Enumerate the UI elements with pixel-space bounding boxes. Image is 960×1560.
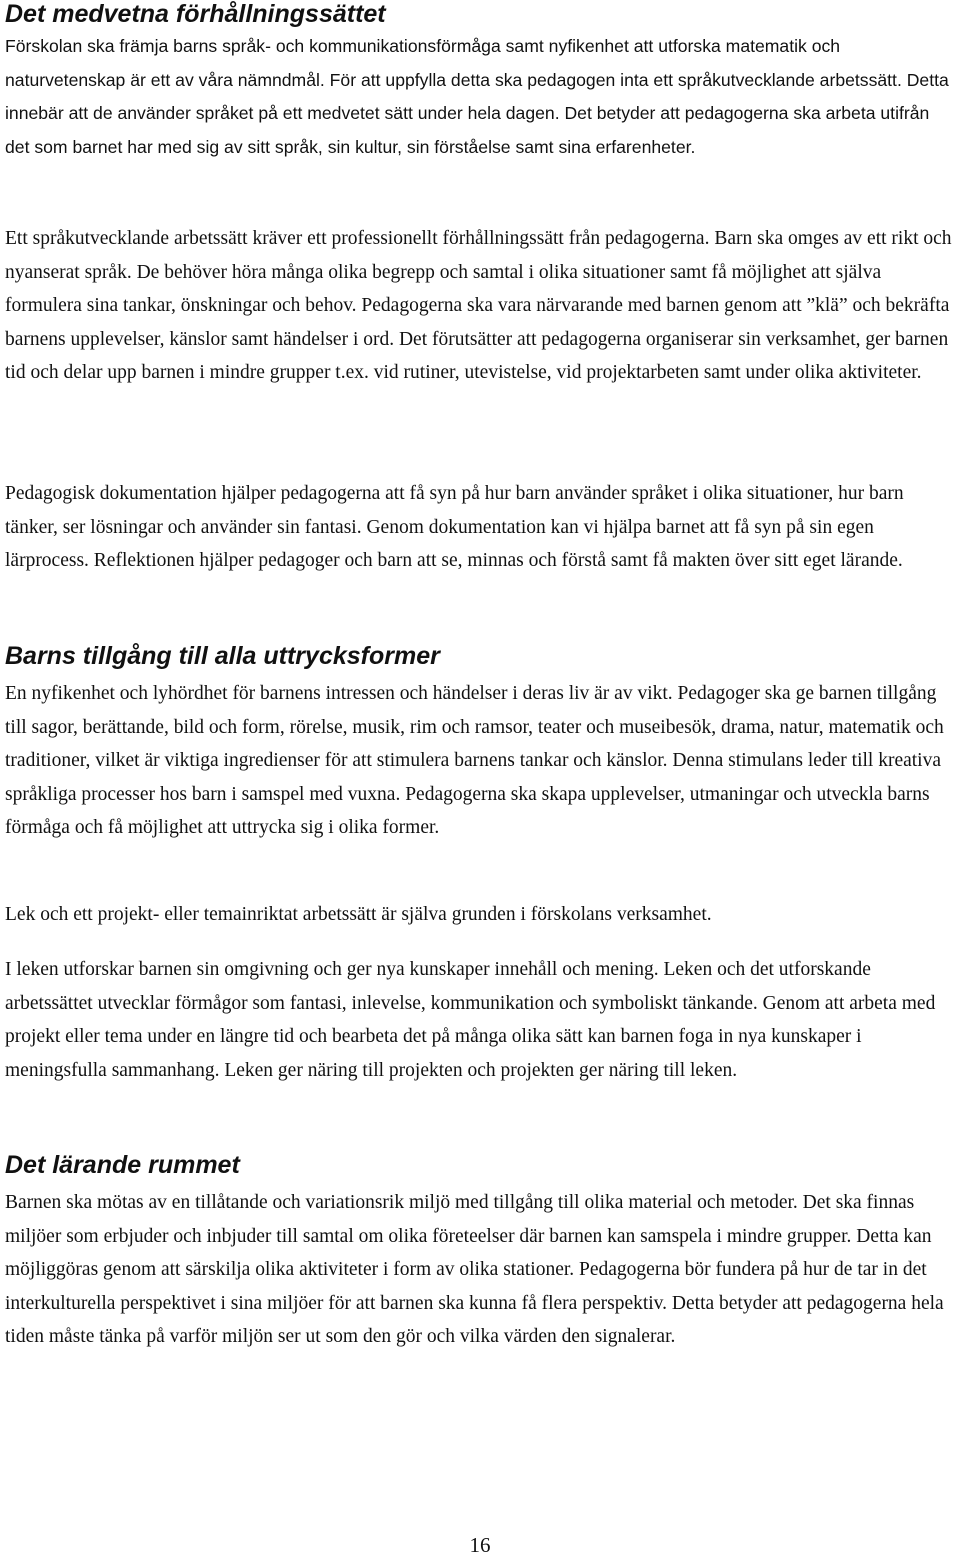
section-heading: Det lärande rummet — [5, 1151, 240, 1179]
paragraph: Ett språkutvecklande arbetssätt kräver ett professionellt förhållningssätt från pedagogerna. Barn ska omges av ett rikt och nyanserat språk. De behöver höra många olika begrepp och samtal i olika situationer samt få möjlighet att själva formulera sina tankar, önskningar och behov. Pedagogerna ska vara närvarande med barnen genom att ”klä” och bekräfta barnens upplevelser, känslor samt händelser i ord. Det förutsätter att pedagogerna organiserar sin verksamhet, ger barnen tid och delar upp barnen i mindre grupper t.ex. vid rutiner, utevistelse, vid projektarbeten samt under olika aktiviteter. — [5, 228, 952, 384]
page-number: 16 — [469, 1533, 491, 1557]
paragraph: Lek och ett projekt- eller temainriktat arbetssätt är själva grunden i förskolans verksamhet. — [5, 904, 712, 925]
section-heading: Barns tillgång till alla uttrycksformer — [5, 642, 440, 670]
paragraph: Förskolan ska främja barns språk- och kommunikationsförmåga samt nyfikenhet att utforska matematik och naturvetenskap är ett av våra nämndmål. För att uppfylla detta ska pedagogen inta ett språkutvecklande arbetssätt. Detta innebär att de använder språket på ett medvetet sätt under hela dagen. Det betyder att pedagogerna ska arbeta utifrån det som barnet har med sig av sitt språk, sin kultur, sin förståelse samt sina erfarenheter. — [5, 36, 949, 157]
paragraph: Pedagogisk dokumentation hjälper pedagogerna att få syn på hur barn använder språket i olika situationer, hur barn tänker, ser lösningar och använder sin fantasi. Genom dokumentation kan vi hjälpa barnet att få syn på sin egen lärprocess. Reflektionen hjälper pedagoger och barn att se, minnas och förstå samt få makten över sitt eget lärande. — [5, 483, 904, 572]
paragraph: I leken utforskar barnen sin omgivning och ger nya kunskaper innehåll och mening. Leken och det utforskande arbetssättet utvecklar förmågor som fantasi, inlevelse, kommunikation och symboliskt tänkande. Genom att arbeta med projekt eller tema under en längre tid och bearbeta det på många olika sätt kan barnen foga in nya kunskaper i meningsfulla sammanhang. Leken ger näring till projekten och projekten ger näring till leken. — [5, 959, 936, 1081]
section-heading: Det medvetna förhållningssättet — [5, 0, 386, 28]
paragraph: En nyfikenhet och lyhördhet för barnens intressen och händelser i deras liv är av vikt. Pedagoger ska ge barnen tillgång till sagor, berättande, bild och form, rörelse, musik, rim och ramsor, teater och museibesök, drama, natur, matematik och traditioner, vilket är viktiga ingredienser för att stimulera barnens tankar och känslor. Denna stimulans leder till kreativa språkliga processer hos barn i samspel med vuxna. Pedagogerna ska skapa upplevelser, utmaningar och utveckla barns förmåga och få möjlighet att uttrycka sig i olika former. — [5, 683, 944, 839]
paragraph: Barnen ska mötas av en tillåtande och variationsrik miljö med tillgång till olika material och metoder. Det ska finnas miljöer som erbjuder och inbjuder till samtal om olika företeelser där barnen kan samspela i mindre grupper. Detta kan möjliggöras genom att särskilja olika aktiviteter i form av olika stationer. Pedagogerna bör fundera på hur de tar in det interkulturella perspektivet i sina miljöer för att barnen ska kunna få flera perspektiv. Detta betyder att pedagogerna hela tiden måste tänka på varför miljön ser ut som den gör och vilka värden den signalerar. — [5, 1192, 944, 1348]
